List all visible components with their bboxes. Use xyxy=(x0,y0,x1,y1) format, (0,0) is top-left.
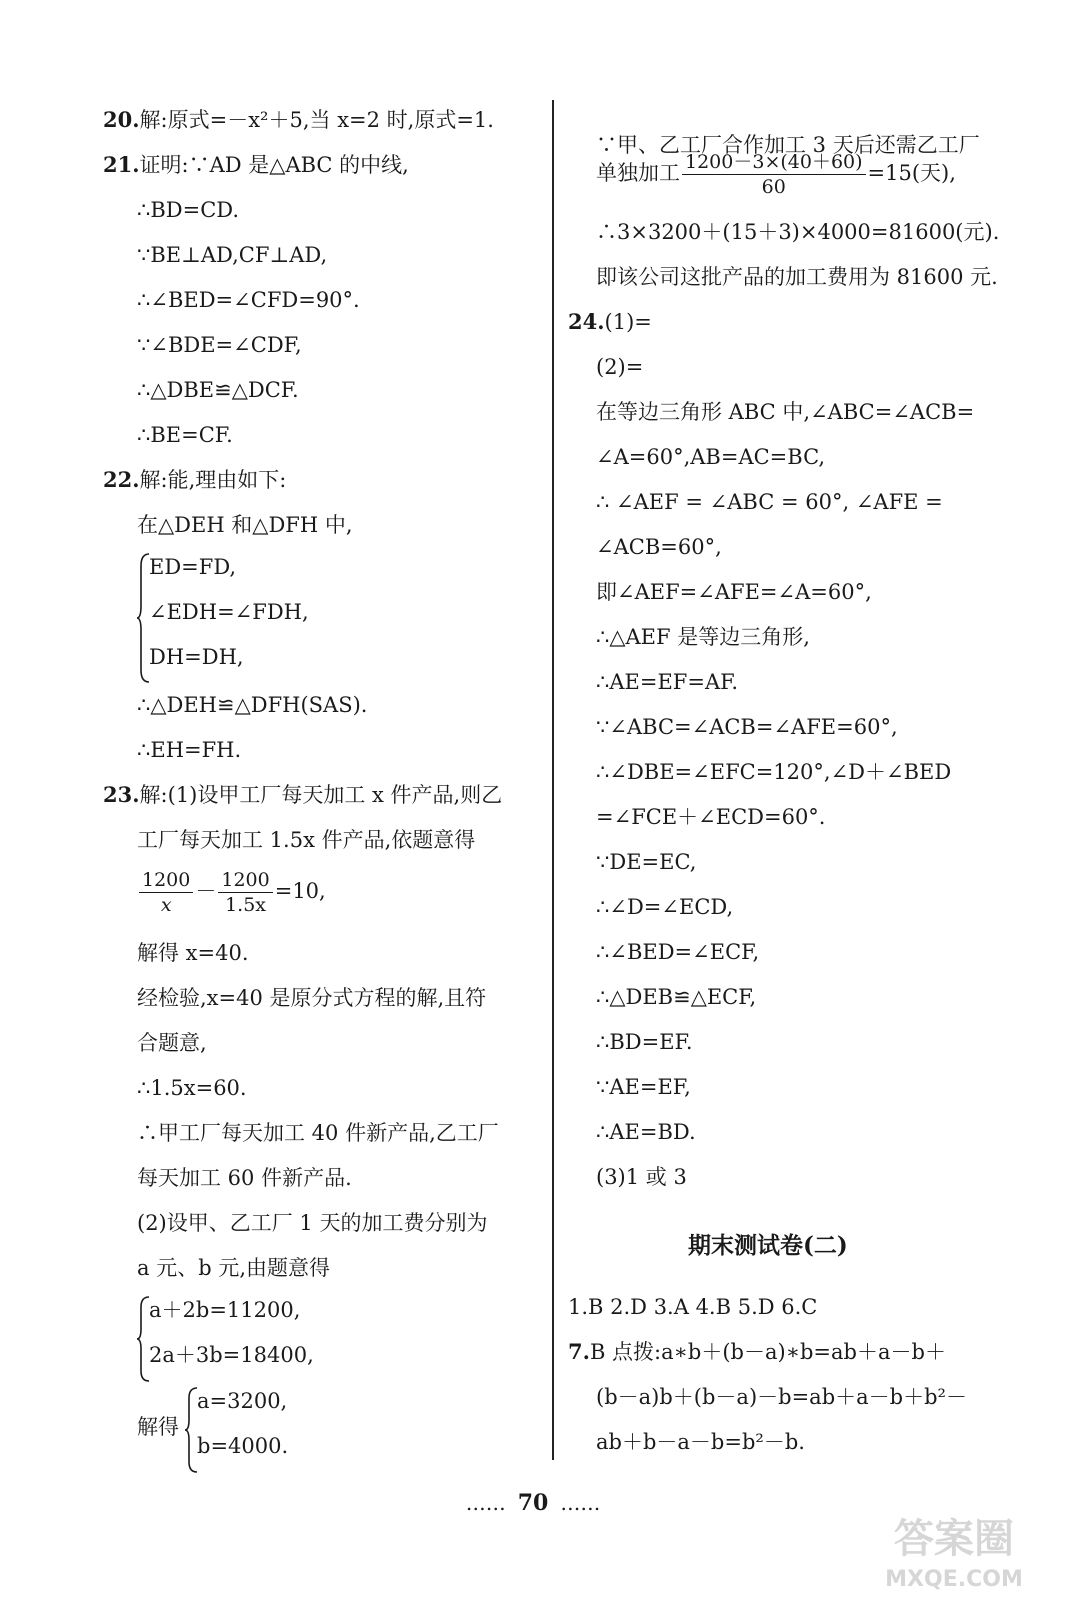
svg-text:MXQE.COM: MXQE.COM xyxy=(885,1567,1023,1592)
text-line: 在等边三角形 ABC 中,∠ABC=∠ACB= xyxy=(596,400,975,424)
problem-23: 23.解:(1)设甲工厂每天加工 x 件产品,则乙 xyxy=(103,782,503,807)
system-line: ED=FD, xyxy=(149,555,237,579)
equation-system xyxy=(185,1386,485,1476)
equation-system xyxy=(137,1295,517,1385)
proof-line: ∴△DBE≌△DCF. xyxy=(137,378,299,402)
answer-key-line: 1.B 2.D 3.A 4.B 5.D 6.C xyxy=(568,1295,818,1319)
text-line: ∵甲、乙工厂合作加工 3 天后还需乙工厂 xyxy=(596,133,980,157)
proof-line: ∴EH=FH. xyxy=(137,738,242,762)
text-line: ∵DE=EC, xyxy=(596,850,697,874)
text-line: (3)1 或 3 xyxy=(596,1165,687,1189)
text-line: 经检验,x=40 是原分式方程的解,且符 xyxy=(137,986,487,1010)
proof-line: ∴BE=CF. xyxy=(137,423,233,447)
text-line: ∴3×3200＋(15＋3)×4000=81600(元). xyxy=(596,220,1000,244)
system-line: 2a＋3b=18400, xyxy=(149,1343,314,1367)
proof-line: ∵∠BDE=∠CDF, xyxy=(137,333,302,357)
text-line: ∴1.5x=60. xyxy=(137,1076,247,1100)
page-footer: …… 70 …… xyxy=(465,1490,601,1516)
proof-line: ∴BD=CD. xyxy=(137,198,240,222)
text-line: 即该公司这批产品的加工费用为 81600 元. xyxy=(596,265,998,289)
svg-text:答案圈: 答案圈 xyxy=(894,1516,1014,1562)
problem-22: 22.解:能,理由如下: xyxy=(103,467,287,492)
fraction-equation: 单独加工 $\frac{1200-3\times(40+60)}{60}$ =15(天), xyxy=(596,151,956,198)
text-line: ∴ ∠AEF = ∠ABC = 60°, ∠AFE = xyxy=(596,490,943,514)
proof-line: ∴△DEH≌△DFH(SAS). xyxy=(137,693,368,717)
column-divider xyxy=(552,100,554,1460)
text-line: (b－a)b＋(b－a)－b=ab＋a－b＋b²－ xyxy=(596,1385,967,1409)
fraction-equation: $\frac{1200}{x}$ － $\frac{1200}{1.5x}$ =10, xyxy=(137,868,326,917)
problem-20: 20.解:原式=－x²＋5,当 x=2 时,原式=1. xyxy=(103,107,494,132)
fraction: $\frac{1200-3\times(40+60)}{60}$ xyxy=(682,150,866,199)
problem-24: 24.(1)= xyxy=(568,309,652,334)
text-line: 解得 x=40. xyxy=(137,941,249,965)
section-title: 期末测试卷(二) xyxy=(688,1232,848,1259)
text-line: a 元、b 元,由题意得 xyxy=(137,1256,330,1280)
proof-line: ∵BE⊥AD,CF⊥AD, xyxy=(137,243,328,267)
problem-21: 21.证明:∵AD 是△ABC 的中线, xyxy=(103,152,409,177)
text-line: ∵AE=EF, xyxy=(596,1075,691,1099)
system-line: DH=DH, xyxy=(149,645,244,669)
fraction: $\frac{1200}{1.5x}$ xyxy=(218,868,272,917)
text-line: ∠A=60°,AB=AC=BC, xyxy=(596,445,826,469)
text-line: 即∠AEF=∠AFE=∠A=60°, xyxy=(596,580,872,604)
problem-7: 7.B 点拨:a∗b＋(b－a)∗b=ab＋a－b＋ xyxy=(568,1339,946,1364)
equation-system xyxy=(137,552,517,687)
text-line: ∴BD=EF. xyxy=(596,1030,693,1054)
text-line: ab＋b－a－b=b²－b. xyxy=(596,1430,805,1454)
text-line: 工厂每天加工 1.5x 件产品,依题意得 xyxy=(137,828,476,852)
text-line: ∴∠DBE=∠EFC=120°,∠D＋∠BED xyxy=(596,760,952,784)
solve-label: 解得 xyxy=(137,1415,179,1439)
text-line: ∴AE=EF=AF. xyxy=(596,670,739,694)
fraction: $\frac{1200}{x}$ xyxy=(139,868,193,917)
proof-line: 在△DEH 和△DFH 中, xyxy=(137,513,353,537)
system-line: b=4000. xyxy=(197,1434,289,1458)
text-line: ∠ACB=60°, xyxy=(596,535,722,559)
text-line: 合题意, xyxy=(137,1031,207,1055)
text-line: ∴AE=BD. xyxy=(596,1120,696,1144)
system-line: a＋2b=11200, xyxy=(149,1298,301,1322)
page-number: 70 xyxy=(517,1490,549,1516)
text-line: ∴∠BED=∠ECF, xyxy=(596,940,760,964)
text-line: 每天加工 60 件新产品. xyxy=(137,1166,352,1190)
text-line: ∴∠D=∠ECD, xyxy=(596,895,734,919)
text-line: =∠FCE＋∠ECD=60°. xyxy=(596,805,826,829)
text-line: ∴甲工厂每天加工 40 件新产品,乙工厂 xyxy=(137,1121,499,1145)
text-line: ∴△DEB≌△ECF, xyxy=(596,985,757,1009)
proof-line: ∴∠BED=∠CFD=90°. xyxy=(137,288,360,312)
system-line: ∠EDH=∠FDH, xyxy=(149,600,309,624)
text-line: (2)设甲、乙工厂 1 天的加工费分别为 xyxy=(137,1211,488,1235)
text-line: ∵∠ABC=∠ACB=∠AFE=60°, xyxy=(596,715,898,739)
system-line: a=3200, xyxy=(197,1389,288,1413)
text-line: ∴△AEF 是等边三角形, xyxy=(596,625,810,649)
watermark-logo xyxy=(854,1504,1054,1594)
text-line: (2)= xyxy=(596,355,644,379)
